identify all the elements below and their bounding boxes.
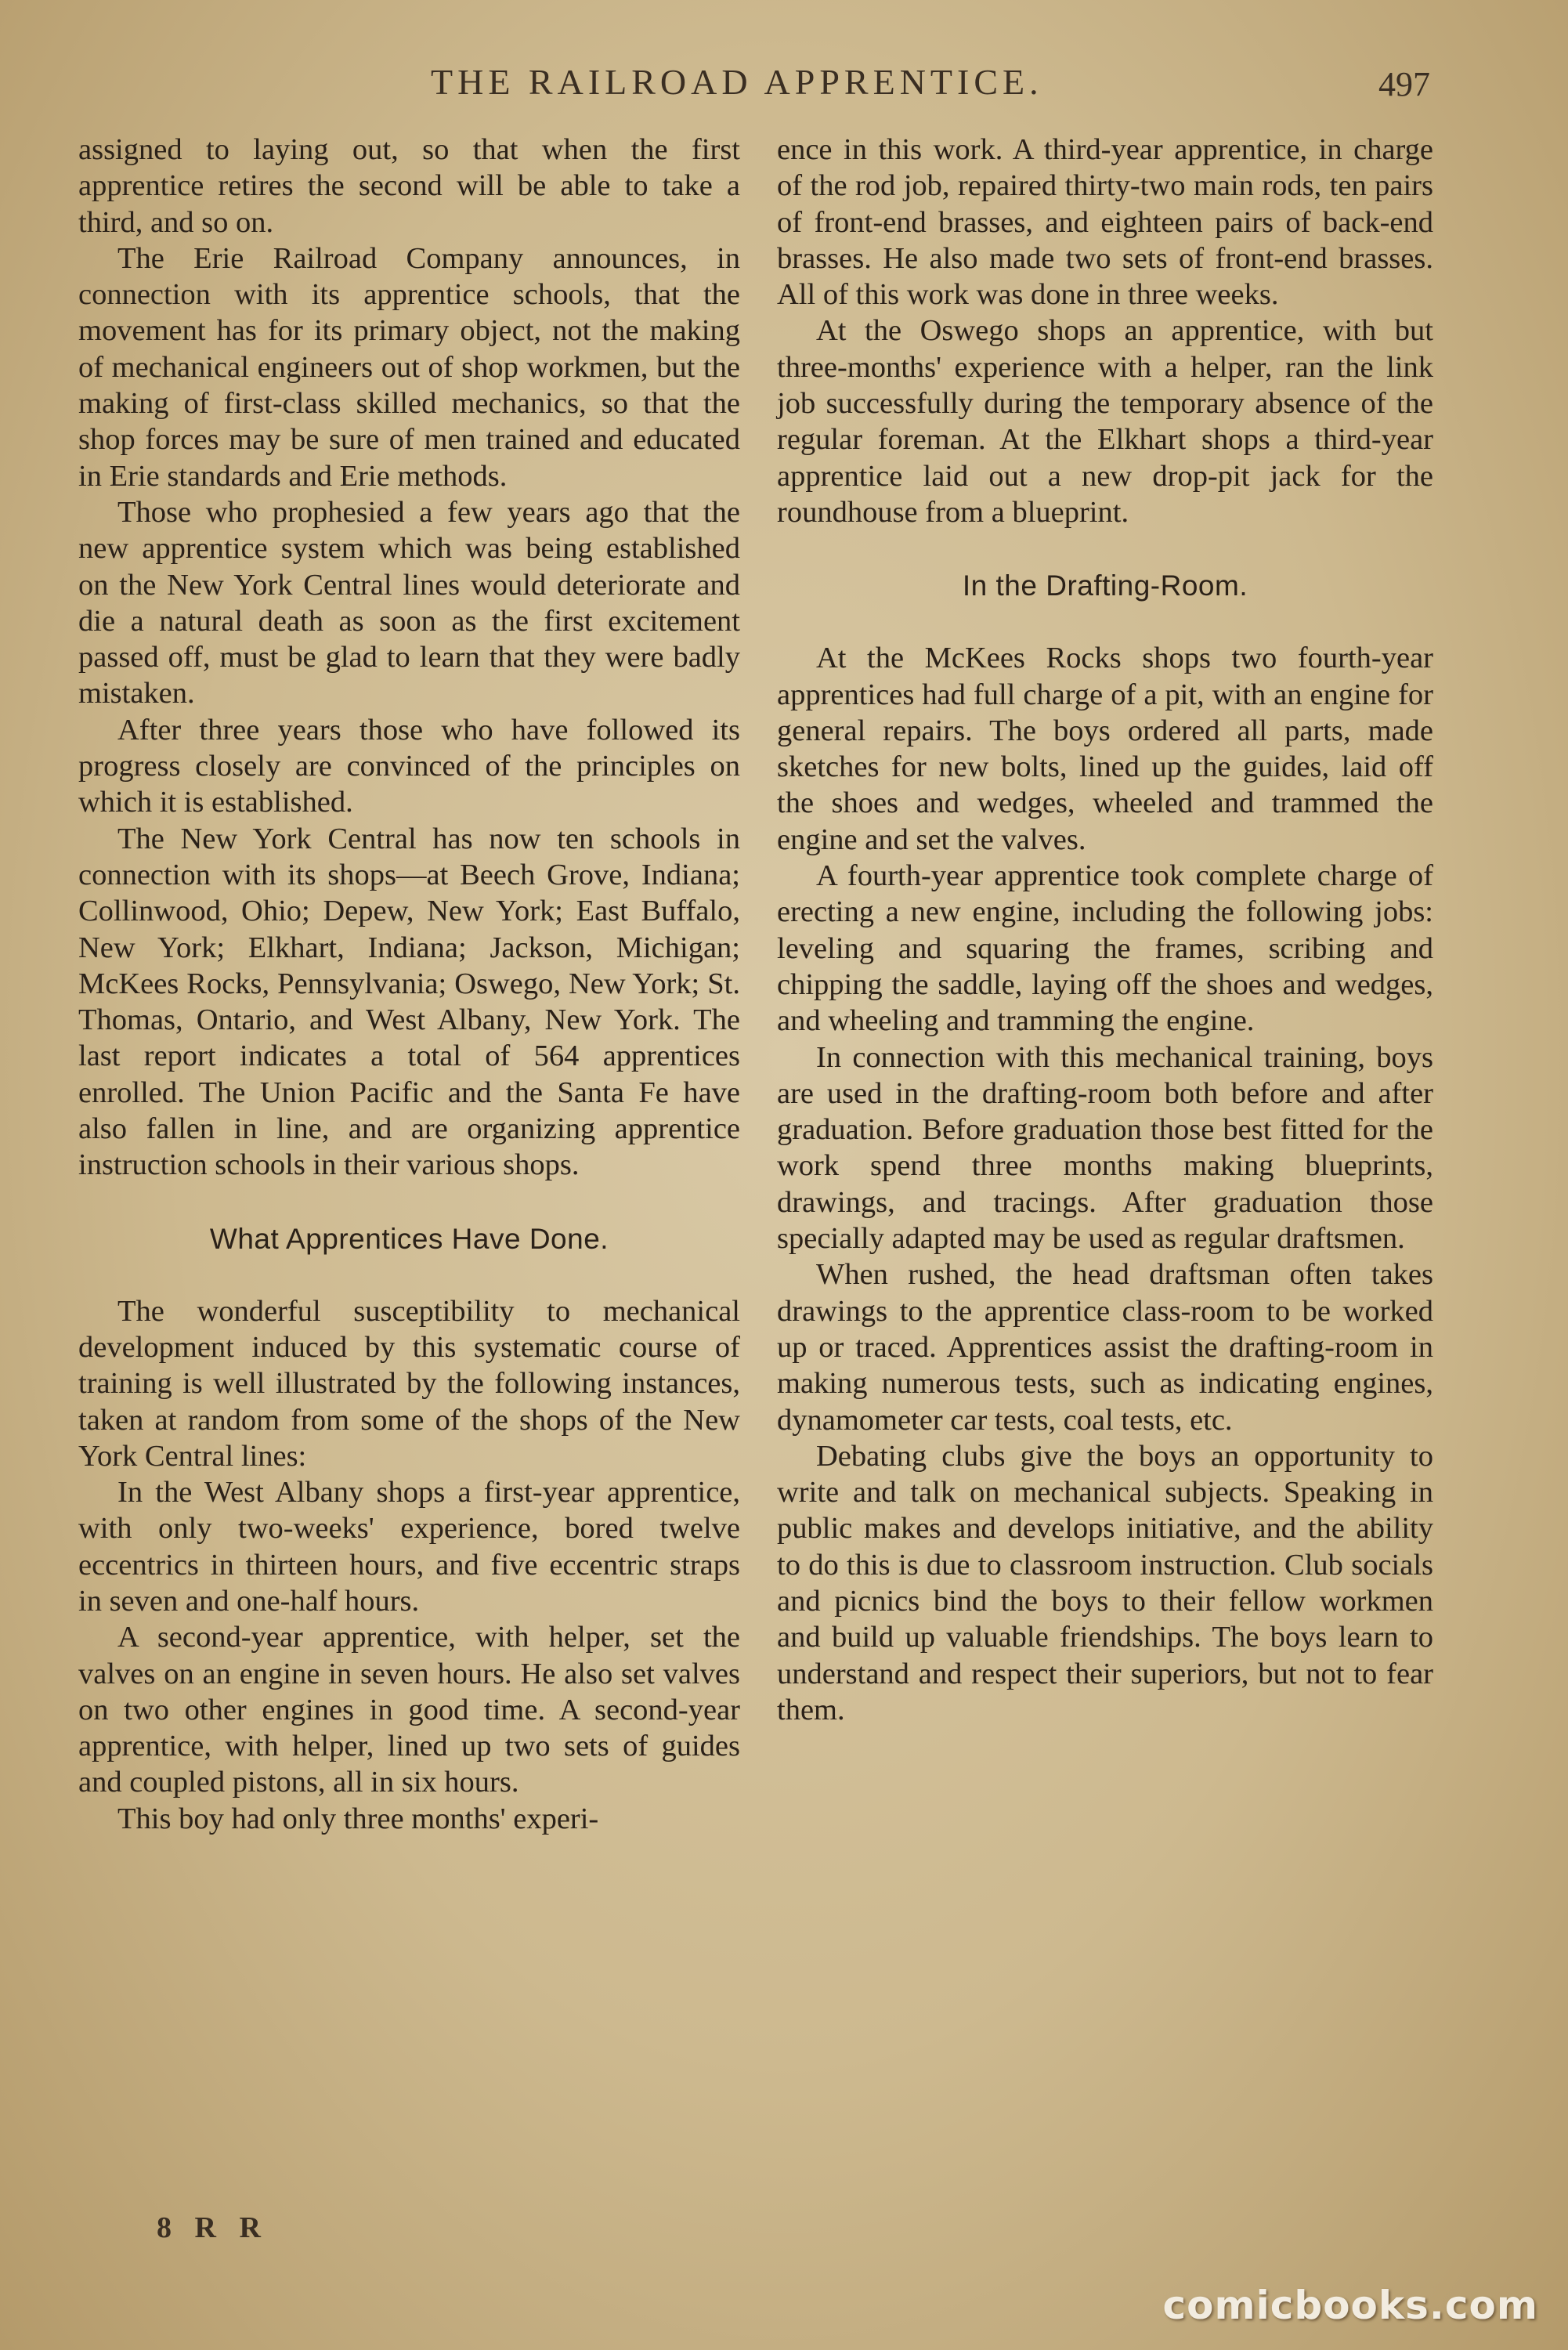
- paragraph: Those who prophesied a few years ago that the new apprentice system which was being established on the New York Central lines would deteriorate and die a natural death as soon as the first excitement passed off, must be glad to learn that they were badly mistaken.: [78, 495, 740, 710]
- signature-mark: 8 R R: [157, 2211, 269, 2244]
- page-number: 497: [1378, 65, 1430, 103]
- paragraph: The New York Central has now ten schools in connection with its shops—at Beech Grove, Indiana; Collinwood, Ohio; Depew, New York; East Buffalo, New York; Elkhart, Indiana; Jackson, Michigan; McKees Rocks, Pennsylvania; Oswego, New York; St. Thomas, Ontario, and West Albany, New York. The last report indicates a total of 564 apprentices enrolled. The Union Pacific and the Santa Fe have also fallen in line, and are organizing apprentice instruction schools in their various shops.: [78, 822, 740, 1182]
- right-column: [777, 132, 1433, 1728]
- left-column: [78, 132, 740, 1837]
- paragraph: The wonderful susceptibility to mechanical development induced by this systematic course of training is well illustrated by the following instances, taken at random from some of the shops of the New York Central lines:: [78, 1294, 740, 1473]
- paragraph: assigned to laying out, so that when the first apprentice retires the second will be able to take a third, and so on.: [78, 133, 740, 239]
- paragraph: A second-year apprentice, with helper, set the valves on an engine in seven hours. He also set valves on two other engines in good time. A second-year apprentice, with helper, lined up two sets of guides and coupled pistons, all in six hours.: [78, 1621, 740, 1799]
- watermark: comicbooks.com: [1162, 2283, 1538, 2328]
- paragraph: A fourth-year apprentice took complete charge of erecting a new engine, including the following jobs: leveling and squaring the frames, scribing and chipping the saddle, laying off the shoes and wedges, and wheeling and tramming the engine.: [777, 859, 1433, 1038]
- paragraph: In connection with this mechanical training, boys are used in the drafting-room both before and after graduation. Before graduation those best fitted for the work spend three months making blueprints, drawings, and tracings. After graduation those specially adapted may be used as regular draftsmen.: [777, 1040, 1433, 1256]
- running-head: [0, 61, 1568, 108]
- paragraph: At the Oswego shops an apprentice, with but three-months' experience with a helper, ran the link job successfully during the temporary absence of the regular foreman. At the Elkhart shops a third-year apprentice laid out a new drop-pit jack for the roundhouse from a blueprint.: [777, 314, 1433, 529]
- paragraph: After three years those who have followed its progress closely are convinced of the principles on which it is established.: [78, 713, 740, 819]
- paragraph: The Erie Railroad Company announces, in connection with its apprentice schools, that the movement has for its primary object, not the making of mechanical engineers out of shop workmen, but the making of first-class skilled mechanics, so that the shop forces may be sure of men trained and educated in Erie standards and Erie methods.: [78, 241, 740, 493]
- paragraph: At the McKees Rocks shops two fourth-year apprentices had full charge of a pit, with an engine for general repairs. The boys ordered all parts, made sketches for new bolts, lined up the guides, laid off the shoes and wedges, wheeled and trammed the engine and set the valves.: [777, 642, 1433, 856]
- paragraph: This boy had only three months' experi-: [117, 1802, 599, 1835]
- running-title: THE RAILROAD APPRENTICE.: [431, 62, 1043, 102]
- paragraph: When rushed, the head draftsman often takes drawings to the apprentice class-room to be worked up or traced. Apprentices assist the drafting-room in making numerous tests, such as indicating engines, dynamometer car tests, coal tests, etc.: [777, 1258, 1433, 1437]
- section-heading: In the Drafting-Room.: [962, 569, 1248, 602]
- paragraph: Debating clubs give the boys an opportunity to write and talk on mechanical subjects. Speaking in public makes and develops initiative, and the ability to do this is due to classroom instruction. Club socials and picnics bind the boys to their fellow workmen and build up valuable friendships. The boys learn to understand and respect their superiors, but not to fear them.: [777, 1439, 1433, 1726]
- section-heading: What Apprentices Have Done.: [209, 1222, 609, 1255]
- paragraph: ence in this work. A third-year apprentice, in charge of the rod job, repaired thirty-two main rods, ten pairs of front-end brasses, and eighteen pairs of back-end brasses. He also made two sets of front-end brasses. All of this work was done in three weeks.: [777, 133, 1433, 312]
- paragraph: In the West Albany shops a first-year apprentice, with only two-weeks' experience, bored twelve eccentrics in thirteen hours, and five eccentric straps in seven and one-half hours.: [78, 1476, 740, 1618]
